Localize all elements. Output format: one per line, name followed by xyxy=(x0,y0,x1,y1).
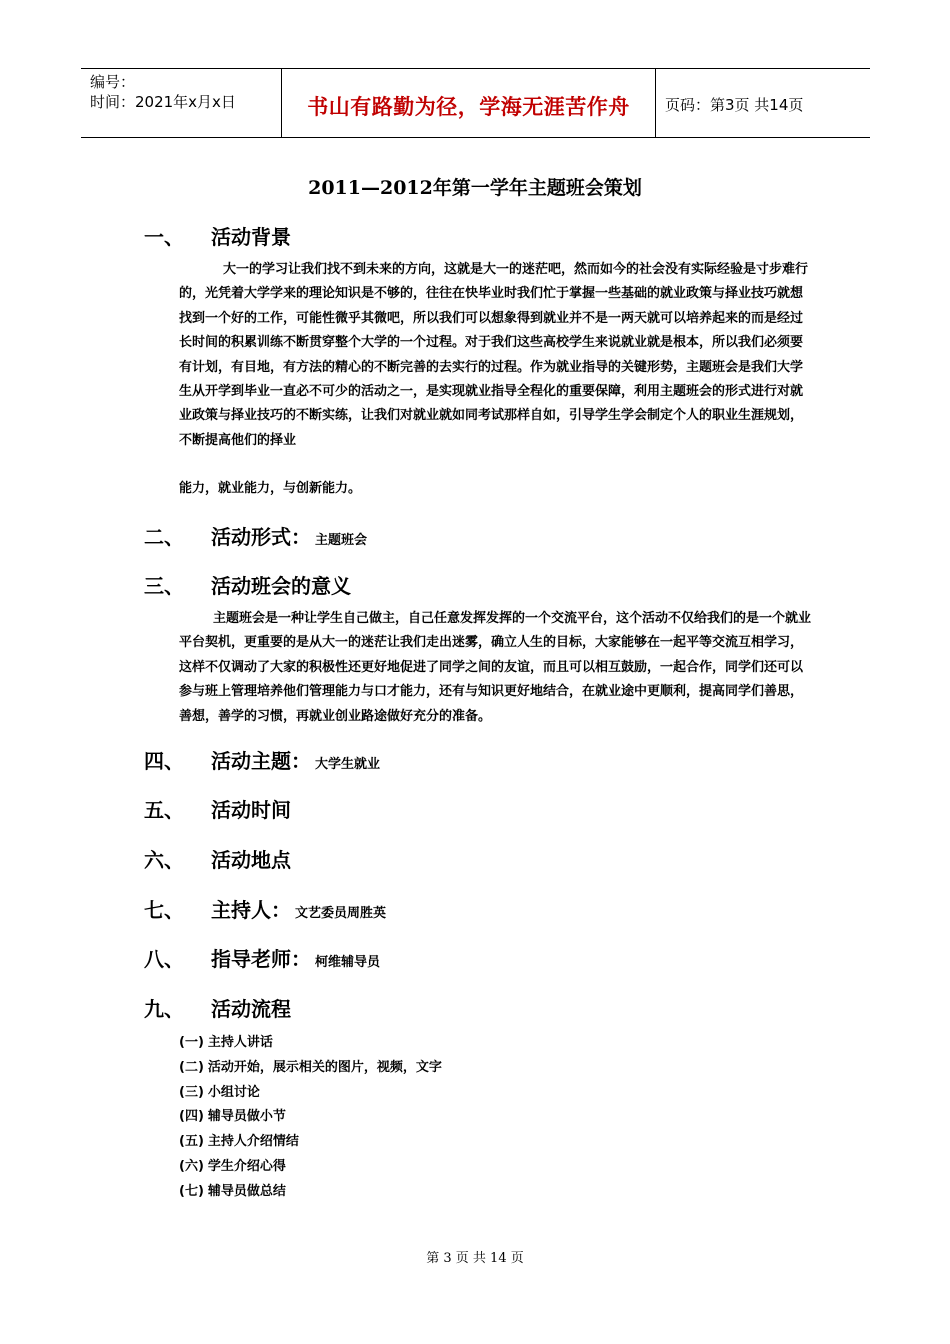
section-number: 七、 xyxy=(144,898,184,922)
section-8-heading xyxy=(144,943,380,972)
section-title: 活动地点 xyxy=(211,848,291,872)
section-title: 指导老师： xyxy=(211,947,311,971)
section-number: 四、 xyxy=(144,749,184,773)
list-item-text: 辅导员做总结 xyxy=(207,1183,286,1199)
section-5-heading xyxy=(144,794,291,823)
list-item-index: (三) xyxy=(179,1084,204,1100)
section-number: 三、 xyxy=(144,574,184,598)
document-title: 2011—2012年第一学年主题班会策划 xyxy=(308,177,642,199)
list-item xyxy=(179,1031,442,1056)
motto: 书山有路勤为径，学海无涯苦作舟 xyxy=(307,95,630,119)
list-item-index: (一) xyxy=(179,1035,204,1050)
section-7-heading xyxy=(144,894,386,923)
header-right-cell xyxy=(656,69,870,137)
list-item-index: (二) xyxy=(179,1059,204,1075)
section-title: 主持人： xyxy=(211,898,291,922)
list-item-text: 主持人介绍情结 xyxy=(207,1134,299,1150)
section-title: 活动时间 xyxy=(211,798,291,822)
date-label: 时间：2021年x月x日 xyxy=(90,93,236,111)
list-item-text: 活动开始，展示相关的图片，视频，文字 xyxy=(207,1059,442,1075)
section-title: 活动主题： xyxy=(211,749,311,773)
flow-list xyxy=(179,1031,442,1205)
section-number: 九、 xyxy=(144,997,184,1021)
section-4-heading xyxy=(144,745,380,774)
page-header xyxy=(81,68,870,138)
section-number: 二、 xyxy=(144,525,184,549)
list-item-text: 学生介绍心得 xyxy=(207,1158,286,1174)
list-item-text: 主持人讲话 xyxy=(207,1035,273,1050)
section-number: 八、 xyxy=(144,947,184,971)
section-2-heading xyxy=(144,521,367,550)
list-item xyxy=(179,1155,442,1180)
background-paragraph xyxy=(179,258,811,453)
section-value: 大学生就业 xyxy=(315,757,381,772)
list-item-index: (七) xyxy=(179,1183,204,1199)
list-item-text: 小组讨论 xyxy=(207,1084,260,1100)
section-number: 一、 xyxy=(144,225,184,249)
page-footer: 第 3 页 共 14 页 xyxy=(426,1251,524,1266)
section-value: 文艺委员周胜英 xyxy=(295,906,387,921)
list-item-text: 辅导员做小节 xyxy=(207,1109,286,1125)
list-item xyxy=(179,1056,442,1081)
list-item xyxy=(179,1081,442,1106)
list-item-index: (四) xyxy=(179,1109,204,1125)
list-item xyxy=(179,1105,442,1130)
meaning-paragraph xyxy=(179,607,811,729)
section-number: 六、 xyxy=(144,848,184,872)
list-item-index: (六) xyxy=(179,1158,204,1174)
header-middle-cell xyxy=(282,69,656,137)
background-tail: 能力，就业能力，与创新能力。 xyxy=(179,481,362,496)
list-item xyxy=(179,1130,442,1155)
section-title: 活动形式： xyxy=(211,525,311,549)
section-3-heading xyxy=(144,570,351,599)
section-6-heading xyxy=(144,844,291,873)
header-left-cell xyxy=(81,69,282,137)
page-info: 页码：第3页 共14页 xyxy=(665,96,804,114)
section-value: 柯维辅导员 xyxy=(315,955,381,970)
section-number: 五、 xyxy=(144,798,184,822)
meaning-text: 主题班会是一种让学生自己做主，自己任意发挥发挥的一个交流平台，这个活动不仅给我们的是一个就业平台契机，更重要的是从大一的迷茫让我们走出迷雾，确立人生的目标，大家能够在一起平等交流互相学习，这样不仅调动了大家的积极性还更好地促进了同学之间的友谊，而且可以相互鼓励，一起合作，同学们还可以参与班上管理培养他们管理能力与口才能力，还有与知识更好地结合，在就业途中更顺利，提高同学们善思，善想，善学的习惯，再就业创业路途做好充分的准备。 xyxy=(179,611,812,724)
section-title: 活动班会的意义 xyxy=(211,574,351,598)
section-title: 活动背景 xyxy=(211,225,291,249)
section-value: 主题班会 xyxy=(315,533,368,548)
section-title: 活动流程 xyxy=(211,997,291,1021)
background-text: 大一的学习让我们找不到未来的方向，这就是大一的迷茫吧，然而如今的社会没有实际经验是寸步难行的，光凭着大学学来的理论知识是不够的，往往在快毕业时我们忙于掌握一些基础的就业政策与择业技巧就想找到一个好的工作，可能性微乎其微吧，所以我们可以想象得到就业并不是一两天就可以培养起来的而是经过长时间的积累训练不断贯穿整个大学的一个过程。对于我们这些高校学生来说就业就是根本，所以我们必须要有计划，有目地，有方法的精心的不断完善的去实行的过程。作为就业指导的关键形势，主题班会是我们大学生从开学到毕业一直必不可少的活动之一，是实现就业指导全程化的重要保障，利用主题班会的形式进行对就业政策与择业技巧的不断实练，让我们对就业就如同考试那样自如，引导学生学会制定个人的职业生涯规划，不断提高他们的择业 xyxy=(179,262,809,448)
list-item xyxy=(179,1180,442,1205)
list-item-index: (五) xyxy=(179,1134,204,1150)
number-label: 编号： xyxy=(90,73,136,91)
section-9-heading xyxy=(144,993,291,1022)
section-1-heading xyxy=(144,221,291,250)
